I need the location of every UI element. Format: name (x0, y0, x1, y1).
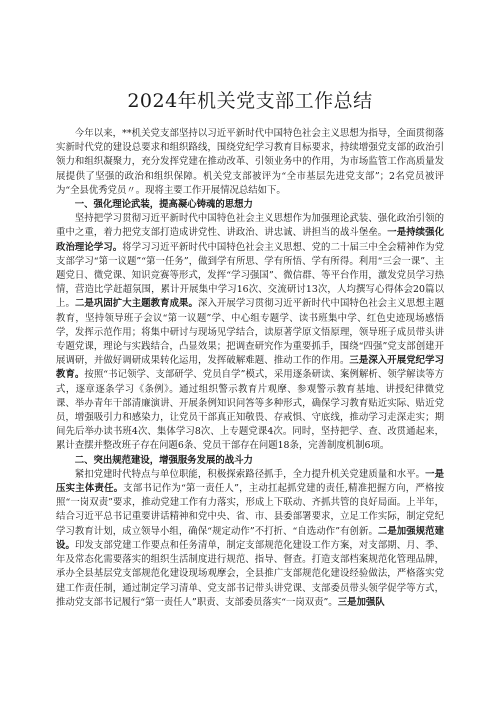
body-paragraph (56, 468, 444, 610)
bold-lead-phrase: 三是加强队 (337, 596, 385, 608)
text-run: 深入开展学习贯彻习近平新时代中国特色社会主义思想主题教育，坚持领导班子会议“第一议题”学、中心组专题学、读书班集中学、红色史迹现场感悟学，发挥示范作用；将集中研讨与现场见学结合，读原著学原文悟原理，领导班子成员带头讲专题党课，理论与实践结合，凸显效果；把调查研究作为重要抓手，围绕“四强”党支部创建开展调研，并做好调研成果转化运用，发挥破解难题、推动工作的作用。 (56, 298, 444, 367)
text-run: 支部书记作为“第一责任人”，主动扛起抓党建的责任,精准把握方向，严格按照“一岗双责”要求，推动党建工作有力落实，形成上下联动、齐抓共管的良好局面。上半年，结合习近平总书记重要讲话精神和党中央、省、市、县委部署要求，立足工作实际，制定党纪学习教育计划，成立领导小组，确保“规定动作”不打折、“自选动作”有创新。 (56, 483, 444, 537)
text-run: 今年以来，**机关党支部坚持以习近平新时代中国特色社会主义思想为指导，全面贯彻落实新时代党的建设总要求和组织路线，围绕党纪学习教育目标要求，持续增强党支部的政治引领力和组织凝聚力，充分发挥党建在推动改革、引领业务中的作用，为市场监管工作高质量发展提供了坚强的政治和组织保障。机关党支部被评为“全市基层先进党支部”；2名党员被评为“全县优秀党员〃。现将主要工作开展情况总结如下。 (56, 128, 444, 196)
section-heading: 二、突出规范建设，增强服务发展的战斗力 (74, 454, 253, 466)
text-run: 按照“书记领学、支部研学、党员自学”模式，采用逐条研读、案例解析、领学解读等方式，逐章逐条学习《条例》。通过组织警示教育片观摩、参观警示教育基地、讲授纪律微党课、举办青年干部清廉演讲、开展条例知识问答等多种形式，确保学习教育贴近实际、贴近党员，增强吸引力和感染力，让党员干部真正知敬畏、存戒惧、守底线，推动学习走深走实；期间先后举办读书班4次、集体学习8次、上专题党课4次。同时，坚持把学、查、改贯通起来，累计查摆并整改班子存在问题6条、党员干部存在问题18条，完善制度机制6项。 (56, 369, 444, 452)
section-heading: 一、强化理论武装，提高凝心铸魂的思想力 (74, 199, 253, 211)
bold-lead-phrase: 三是深入开展党纪学习教育。 (56, 355, 444, 381)
body-paragraph (56, 127, 444, 198)
text-run: 紧扣党建时代特点与单位职能，积极探索路径抓手，全力提升机关党建质量和水平。 (74, 468, 426, 480)
body-paragraph (56, 212, 444, 453)
text-run: 将学习习近平新时代中国特色社会主义思想、党的二十届三中全会精神作为党支部学习“第一议题”“第一任务”，做到学有所思、学有所悟、学有所得。利用“三会一课”、主题党日、微党课、知识竞赛等形式，发挥“学习强国”、微信群、等平台作用，激发党员学习热情，营造比学赶超氛围，累计开展集中学习16次、交流研讨13次，人均撰写心得体会20篇以上。 (56, 241, 444, 310)
bold-lead-phrase: 一是持续强化政治理论学习。 (56, 227, 444, 253)
document-body (56, 127, 444, 610)
text-run: 坚持把学习贯彻习近平新时代中国特色社会主义思想作为加强理论武装、强化政治引领的重中之重，着力把党支部打造成讲党性、讲政治、讲忠诚、讲担当的战斗堡垒。 (56, 213, 444, 239)
bold-lead-phrase: 二是巩固扩大主题教育成果。 (74, 298, 198, 310)
document-title: 2024年机关党支部工作总结 (127, 90, 373, 112)
text-run: 印发支部党建工作要点和任务清单，制定支部规范化建设工作方案，对支部期、月、季、年及常态化需要落实的组织生活制度进行规范、指导、督查。打造支部档案规范化管理品牌，承办全县基层党支部规范化建设现场观摩会，全县推广支部规范化建设经验做法，严格落实党建工作责任制，通过制定学习清单、党支部书记带头讲党课、支部委员带头领学促学等方式，推动党支部书记履行“第一责任人”职责、支部委员落实“一岗双责”。 (56, 539, 444, 608)
bold-lead-phrase: 一是压实主体责任。 (56, 468, 444, 495)
bold-lead-phrase: 二是加强规范建设。 (56, 525, 444, 551)
